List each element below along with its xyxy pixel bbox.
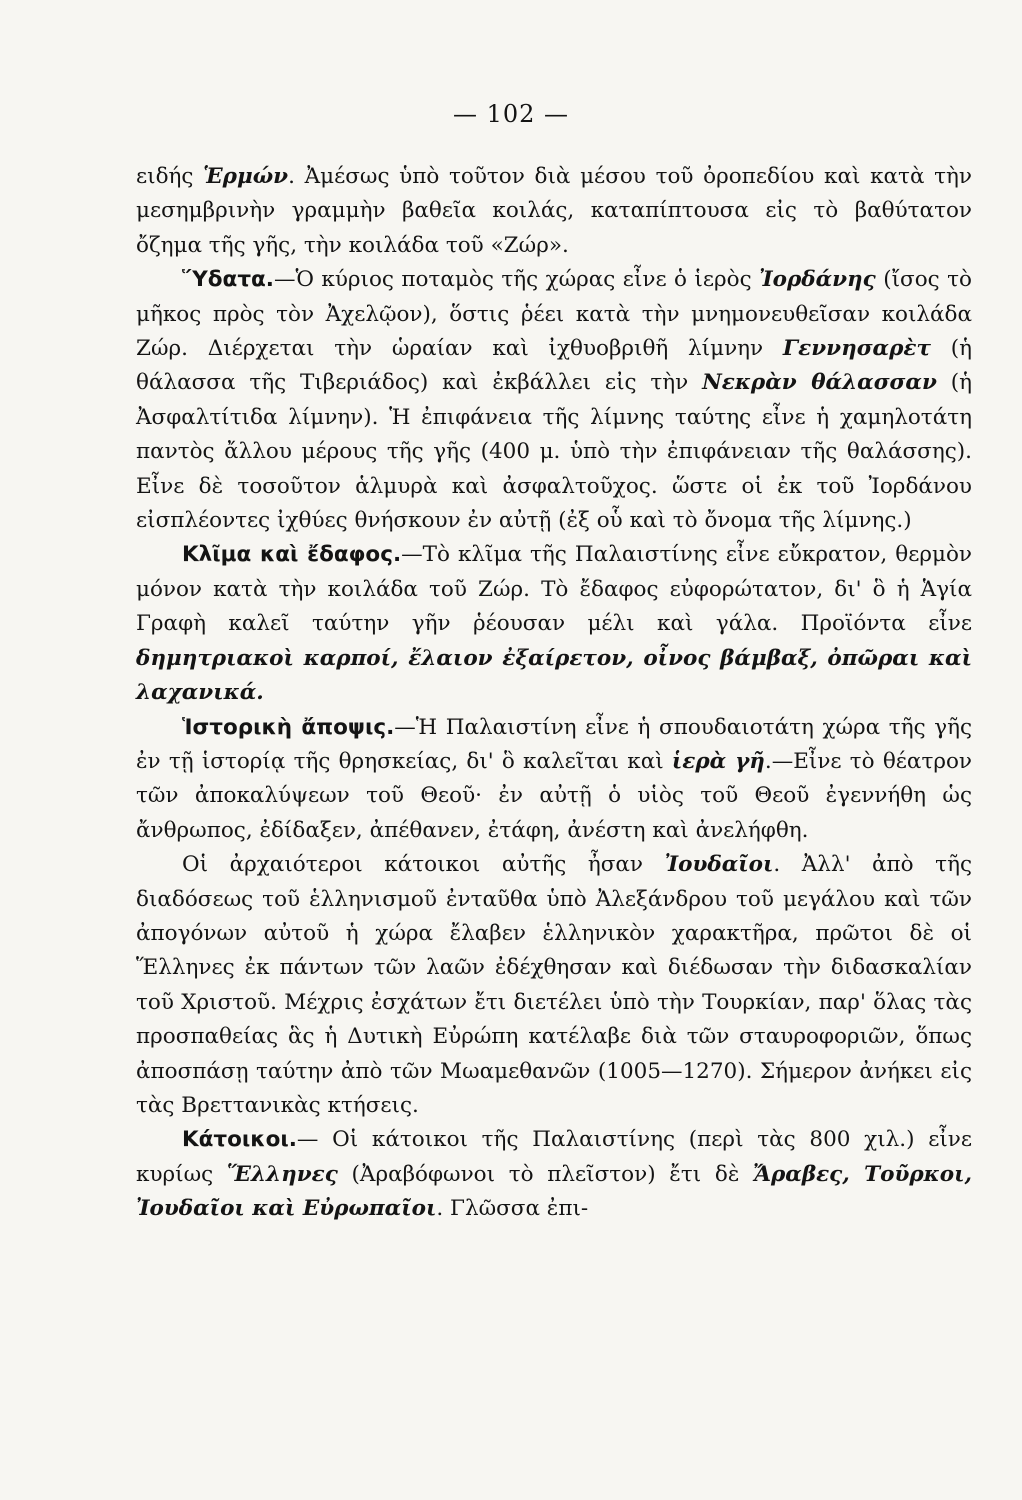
text-run: —Τὸ κλῖμα τῆς Παλαιστίνης εἶνε εὔκρατον, θερμὸν μόνον κατὰ τὴν κοιλάδα τοῦ Ζώρ. Τὸ ἔδαφος εὐφορώτατον, δι' ὃ ἡ Ἁγία Γραφὴ καλεῖ ταύτην γῆν ῥέουσαν μέλι καὶ γάλα. Προϊόντα εἶνε xyxy=(136,542,973,637)
emphasis-peoples: Ἄραβες, Τοῦρκοι, Ἰουδαῖοι καὶ Εὐρωπαῖοι xyxy=(136,1161,973,1222)
text-run: —Ἡ Παλαιστίνη εἶνε ἡ σπουδαιοτάτη χώρα τῆς γῆς ἐν τῇ ἱστορίᾳ τῆς θρησκείας, δι' ὃ καλεῖται καὶ xyxy=(136,714,973,774)
emphasis-gennesaret: Γεννησαρὲτ xyxy=(782,336,931,362)
paragraph-inhabitants xyxy=(136,1123,972,1226)
paragraph-history xyxy=(136,711,972,849)
paragraph-mountains xyxy=(136,160,972,263)
body-text xyxy=(136,160,972,1227)
text-run: .—Εἶνε τὸ θέατρον τῶν ἀποκαλύψεων τοῦ Θεοῦ· ἐν αὐτῇ ὁ υἱὸς τοῦ Θεοῦ ἐγεννήθη ὡς ἄνθρωπος, ἐδίδαξεν, ἀπέθανεν, ἐτάφη, ἀνέστη καὶ ἀνελήφθη. xyxy=(136,748,972,843)
text-run: . Ἀμέσως ὑπὸ τοῦτον διὰ μέσου τοῦ ὀροπεδίου καὶ κατὰ τὴν μεσημβρινὴν γραμμὴν βαθεῖα κοιλάς, καταπίπτουσα εἰς τὸ βαθύτατον ὄζημα τῆς γῆς, τὴν κοιλάδα τοῦ «Ζώρ». xyxy=(136,164,972,258)
text-run: (Ἀραβόφωνοι τὸ πλεῖστον) ἔτι δὲ xyxy=(337,1161,754,1187)
text-run: —Ὁ κύριος ποταμὸς τῆς χώρας εἶνε ὁ ἱερὸς xyxy=(273,267,760,293)
text-run: . Γλῶσσα ἐπι- xyxy=(436,1196,589,1222)
section-heading-climate: Κλῖμα καὶ ἔδαφος. xyxy=(182,542,402,568)
text-run: . Ἀλλ' ἀπὸ τῆς διαδόσεως τοῦ ἑλληνισμοῦ ἐνταῦθα ὑπὸ Ἀλεξάνδρου τοῦ μεγάλου καὶ τῶν ἀπογόνων αὐτοῦ ἡ χώρα ἔλαβεν ἑλληνικὸν χαρακτῆρα, πρῶτοι δὲ οἱ Ἕλληνες ἐκ πάντων τῶν λαῶν ἐδέχθησαν καὶ διέδωσαν τὴν διδασκαλίαν τοῦ Χριστοῦ. Μέχρις ἐσχάτων ἔτι διετέλει ὑπὸ τὴν Τουρκίαν, παρ' ὅλας τὰς προσπαθείας ἃς ἡ Δυτικὴ Εὐρώπη κατέλαβε διὰ τῶν σταυροφοριῶν, ὅπως ἀποσπάσῃ ταύτην ἀπὸ τῶν Μωαμεθανῶν (1005—1270). Σήμερον ἀνήκει εἰς τὰς Βρεττανικὰς κτήσεις. xyxy=(136,852,973,1118)
paragraph-climate xyxy=(136,538,972,710)
emphasis-jordan: Ἰορδάνης xyxy=(759,267,876,293)
text-run: (ἴσος τὸ μῆκος πρὸς τὸν Ἀχελῷον), ὅστις ῥέει κατὰ τὴν μνημονευθεῖσαν κοιλάδα Ζώρ. Διέρχεται τὴν ὡραίαν καὶ ἰχθυοβριθῆ λίμνην xyxy=(136,267,972,362)
emphasis-greeks: Ἕλληνες xyxy=(226,1161,338,1187)
paragraph-waters xyxy=(136,263,972,538)
text-run: (ἡ θάλασσα τῆς Τιβεριάδος) καὶ ἐκβάλλει εἰς τὴν xyxy=(136,336,973,396)
emphasis-dead-sea: Νεκρὰν θάλασσαν xyxy=(702,370,937,396)
text-run: Οἱ ἀρχαιότεροι κάτοικοι αὐτῆς ἦσαν xyxy=(182,852,665,878)
paragraph-ancient-inhabitants xyxy=(136,848,972,1123)
text-run: ειδής xyxy=(136,164,204,189)
emphasis-products: δημητριακοὶ καρποί, ἔλαιον ἐξαίρετον, οἶνος βάμβαξ, ὀπῶραι καὶ λαχανικά. xyxy=(136,645,972,706)
section-heading-waters: Ὕδατα. xyxy=(182,267,274,293)
emphasis-jews: Ἰουδαῖοι xyxy=(664,852,774,878)
section-heading-history: Ἱστορικὴ ἄποψις. xyxy=(182,714,395,740)
page-number: — 102 — xyxy=(452,100,570,128)
text-run: (ἡ Ἀσφαλτίτιδα λίμνην). Ἡ ἐπιφάνεια τῆς λίμνης ταύτης εἶνε ἡ χαμηλοτάτη παντὸς ἄλλου μέρους τῆς γῆς (400 μ. ὑπὸ τὴν ἐπιφάνειαν τῆς θαλάσσης). Εἶνε δὲ τοσοῦτον ἁλμυρὰ καὶ ἀσφαλτοῦχος. ὥστε οἱ ἐκ τοῦ Ἰορδάνου εἰσπλέοντες ἰχθύες θνήσκουν ἐν αὐτῇ (ἐξ οὗ καὶ τὸ ὄνομα τῆς λίμνης.) xyxy=(136,370,972,534)
section-heading-inhabitants: Κάτοικοι. xyxy=(182,1127,297,1153)
text-run: — Οἱ κάτοικοι τῆς Παλαιστίνης (περὶ τὰς 800 χιλ.) εἶνε κυρίως xyxy=(136,1127,972,1187)
emphasis-hermon: Ἑρμών xyxy=(203,164,289,189)
emphasis-holy-land: ἱερὰ γῆ xyxy=(671,748,765,774)
